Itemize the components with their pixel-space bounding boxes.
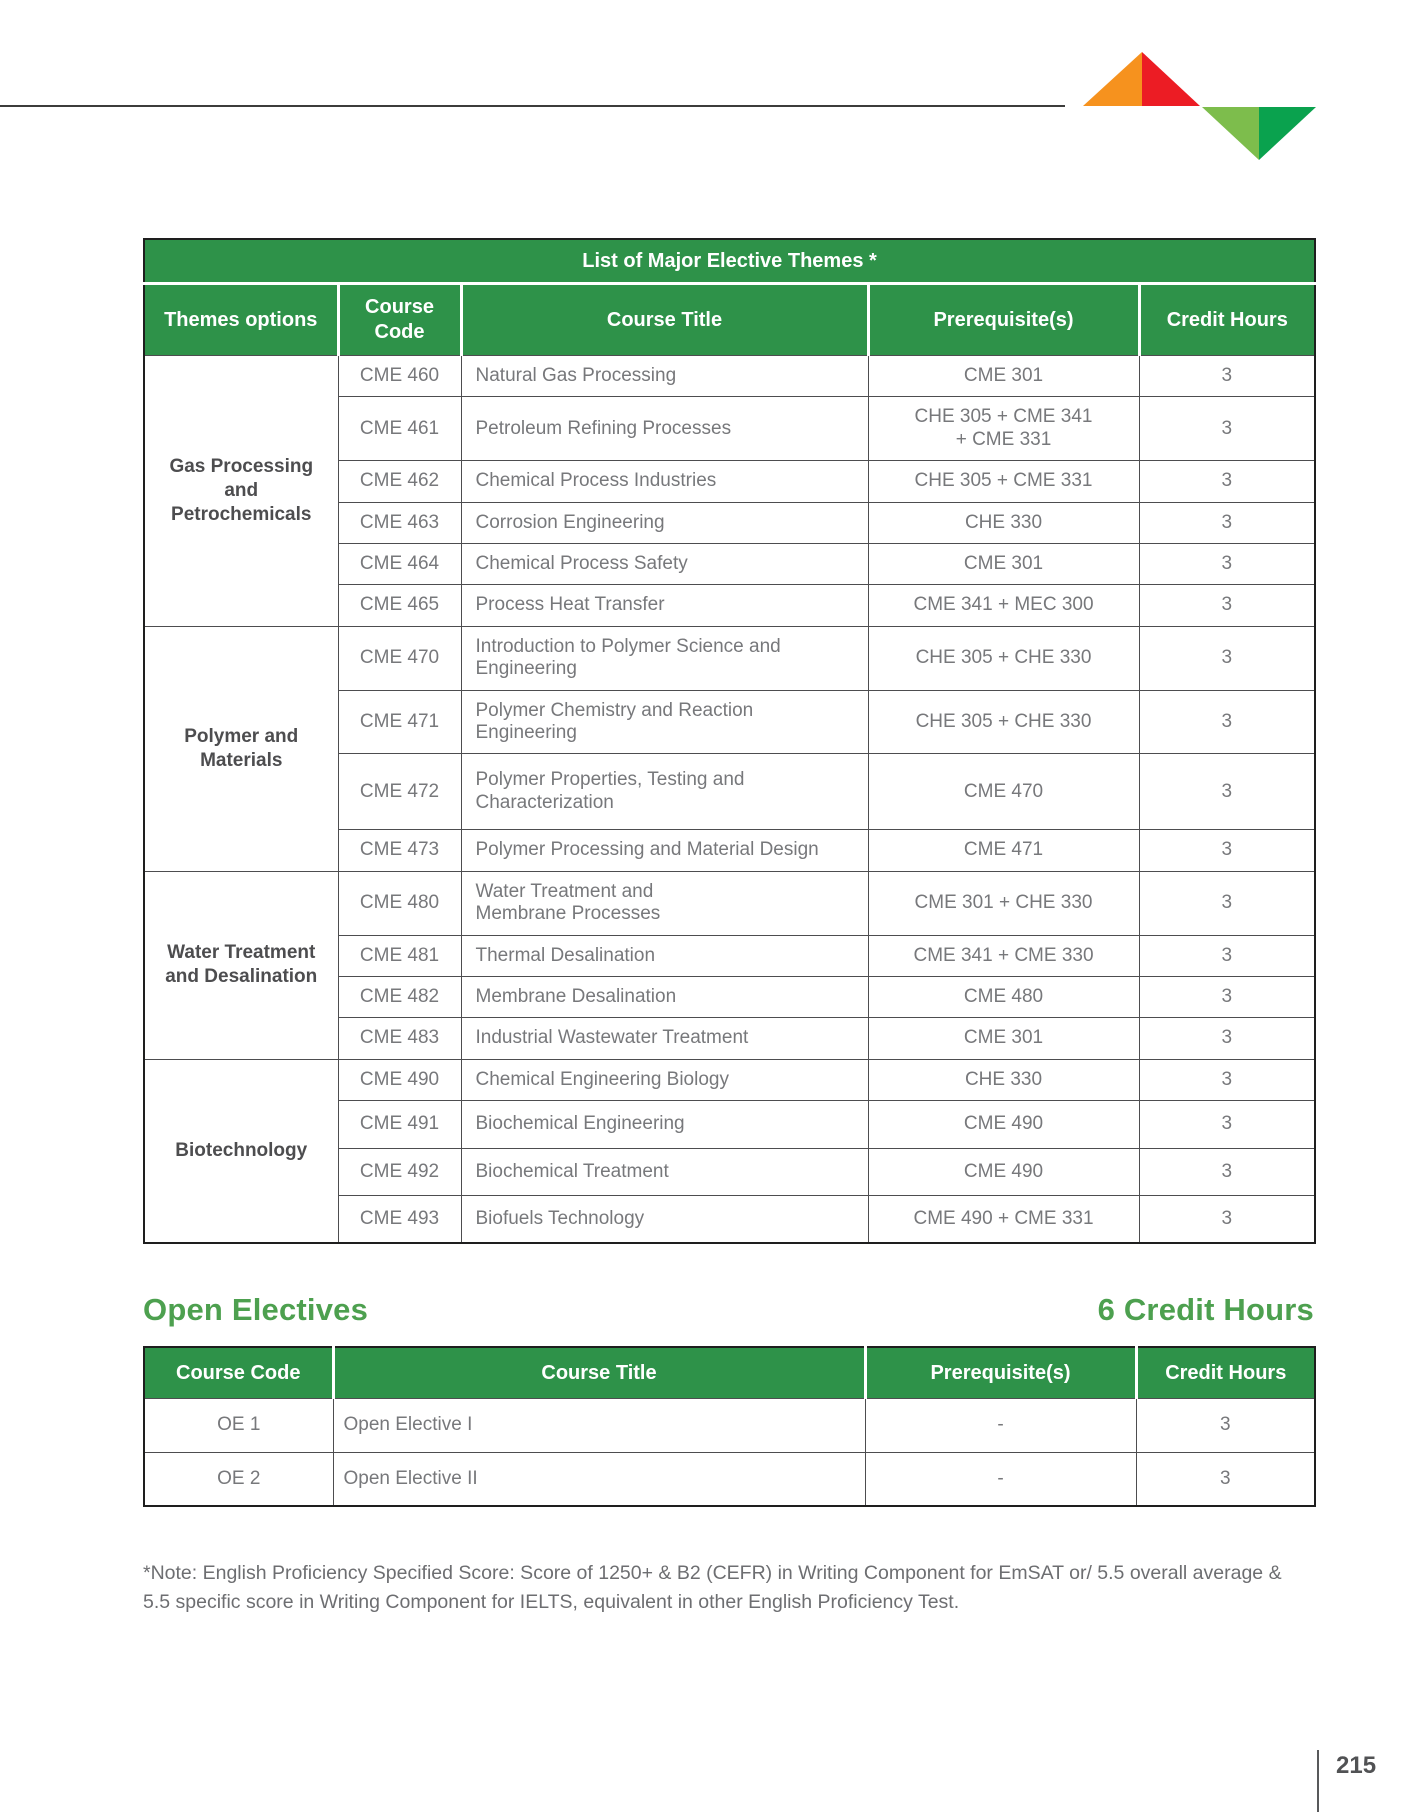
course-title: Biochemical Treatment: [461, 1148, 868, 1195]
course-title: Chemical Process Safety: [461, 544, 868, 585]
theme-name: Polymer and Materials: [144, 626, 338, 871]
table-row: [144, 1399, 1315, 1452]
course-prerequisite: CME 471: [868, 830, 1139, 871]
course-code: CME 480: [338, 871, 461, 935]
column-header-prerequisites: Prerequisite(s): [865, 1347, 1136, 1399]
course-prerequisite: CME 301: [868, 544, 1139, 585]
theme-name: Gas Processing and Petrochemicals: [144, 356, 338, 627]
page-number: 215: [1336, 1752, 1377, 1779]
course-title: Biochemical Engineering: [461, 1101, 868, 1148]
course-credit-hours: 3: [1139, 1195, 1315, 1243]
table-row: [144, 1452, 1315, 1506]
course-prerequisite: CME 301: [868, 1018, 1139, 1059]
course-code: CME 462: [338, 461, 461, 502]
course-prerequisite: CME 490 + CME 331: [868, 1195, 1139, 1243]
table-row: [144, 1059, 1315, 1100]
course-prerequisite: -: [865, 1452, 1136, 1506]
course-title: Open Elective I: [333, 1399, 865, 1452]
course-code: CME 464: [338, 544, 461, 585]
english-proficiency-note: *Note: English Proficiency Specified Score: Score of 1250+ & B2 (CEFR) in Writing Component for EmSAT or/ 5.5 overall average & 5.5 specific score in Writing Component for IELTS, equivalent in other English Proficiency Test.: [143, 1562, 1282, 1614]
course-credit-hours: 3: [1139, 1148, 1315, 1195]
course-title: Polymer Properties, Testing and Characterization: [461, 754, 868, 830]
course-prerequisite: CME 490: [868, 1148, 1139, 1195]
header-rule: [0, 105, 1065, 107]
course-code: CME 472: [338, 754, 461, 830]
course-credit-hours: 3: [1139, 544, 1315, 585]
course-code: CME 473: [338, 830, 461, 871]
column-header-credit-hours: Credit Hours: [1136, 1347, 1315, 1399]
course-code: CME 492: [338, 1148, 461, 1195]
course-code: CME 463: [338, 502, 461, 543]
course-prerequisite: CHE 305 + CME 331: [868, 461, 1139, 502]
course-credit-hours: 3: [1139, 397, 1315, 461]
theme-section-water-treatment: [144, 871, 1315, 1059]
open-electives-credit-hours-heading: 6 Credit Hours: [1097, 1292, 1314, 1328]
table-title: List of Major Elective Themes *: [144, 239, 1315, 284]
column-header-course-title: Course Title: [333, 1347, 865, 1399]
course-credit-hours: 3: [1139, 935, 1315, 976]
course-credit-hours: 3: [1139, 1018, 1315, 1059]
course-credit-hours: 3: [1139, 830, 1315, 871]
open-electives-heading-row: [143, 1292, 1314, 1328]
course-prerequisite: CHE 305 + CHE 330: [868, 690, 1139, 754]
footer-rule: [1317, 1750, 1319, 1812]
course-title: Corrosion Engineering: [461, 502, 868, 543]
theme-section-gas-processing: [144, 356, 1315, 627]
theme-name: Biotechnology: [144, 1059, 338, 1243]
course-credit-hours: 3: [1136, 1399, 1315, 1452]
course-title: Introduction to Polymer Science and Engineering: [461, 626, 868, 690]
course-title: Membrane Desalination: [461, 976, 868, 1017]
course-title: Thermal Desalination: [461, 935, 868, 976]
column-header-course-title: Course Title: [461, 284, 868, 356]
course-code: CME 471: [338, 690, 461, 754]
course-prerequisite: CHE 305 + CME 341 + CME 331: [868, 397, 1139, 461]
course-credit-hours: 3: [1139, 626, 1315, 690]
course-credit-hours: 3: [1136, 1452, 1315, 1506]
column-header-course-code: Course Code: [338, 284, 461, 356]
course-credit-hours: 3: [1139, 1059, 1315, 1100]
course-prerequisite: CME 301: [868, 356, 1139, 397]
column-header-course-code: Course Code: [144, 1347, 333, 1399]
course-prerequisite: CME 480: [868, 976, 1139, 1017]
course-prerequisite: CME 341 + MEC 300: [868, 585, 1139, 626]
theme-name: Water Treatment and Desalination: [144, 871, 338, 1059]
course-credit-hours: 3: [1139, 976, 1315, 1017]
table-row: [144, 626, 1315, 690]
university-logo-icon: [1083, 50, 1316, 160]
course-code: CME 465: [338, 585, 461, 626]
course-credit-hours: 3: [1139, 585, 1315, 626]
course-title: Water Treatment and Membrane Processes: [461, 871, 868, 935]
open-electives-heading: Open Electives: [143, 1292, 369, 1328]
course-prerequisite: CME 470: [868, 754, 1139, 830]
course-code: CME 470: [338, 626, 461, 690]
course-code: CME 482: [338, 976, 461, 1017]
column-header-themes-options: Themes options: [144, 284, 338, 356]
page-content: [143, 238, 1314, 1637]
course-credit-hours: 3: [1139, 871, 1315, 935]
course-prerequisite: CME 341 + CME 330: [868, 935, 1139, 976]
course-credit-hours: 3: [1139, 754, 1315, 830]
course-code: OE 2: [144, 1452, 333, 1506]
course-prerequisite: CHE 330: [868, 1059, 1139, 1100]
course-title: Process Heat Transfer: [461, 585, 868, 626]
course-code: CME 493: [338, 1195, 461, 1243]
column-header-prerequisites: Prerequisite(s): [868, 284, 1139, 356]
course-prerequisite: CME 490: [868, 1101, 1139, 1148]
course-title: Open Elective II: [333, 1452, 865, 1506]
column-header-credit-hours: Credit Hours: [1139, 284, 1315, 356]
course-prerequisite: CHE 305 + CHE 330: [868, 626, 1139, 690]
course-title: Petroleum Refining Processes: [461, 397, 868, 461]
course-title: Biofuels Technology: [461, 1195, 868, 1243]
theme-section-polymer-materials: [144, 626, 1315, 871]
course-code: OE 1: [144, 1399, 333, 1452]
course-code: CME 483: [338, 1018, 461, 1059]
course-credit-hours: 3: [1139, 1101, 1315, 1148]
course-title: Industrial Wastewater Treatment: [461, 1018, 868, 1059]
course-title: Polymer Chemistry and Reaction Engineering: [461, 690, 868, 754]
course-code: CME 481: [338, 935, 461, 976]
course-credit-hours: 3: [1139, 356, 1315, 397]
course-title: Chemical Process Industries: [461, 461, 868, 502]
course-title: Natural Gas Processing: [461, 356, 868, 397]
table-row: [144, 356, 1315, 397]
course-prerequisite: CHE 330: [868, 502, 1139, 543]
open-electives-table: [143, 1346, 1316, 1507]
course-prerequisite: -: [865, 1399, 1136, 1452]
course-code: CME 490: [338, 1059, 461, 1100]
course-prerequisite: CME 301 + CHE 330: [868, 871, 1139, 935]
course-credit-hours: 3: [1139, 690, 1315, 754]
table-row: [144, 871, 1315, 935]
course-credit-hours: 3: [1139, 461, 1315, 502]
course-code: CME 491: [338, 1101, 461, 1148]
course-title: Polymer Processing and Material Design: [461, 830, 868, 871]
course-title: Chemical Engineering Biology: [461, 1059, 868, 1100]
course-credit-hours: 3: [1139, 502, 1315, 543]
course-code: CME 461: [338, 397, 461, 461]
major-elective-themes-table: [143, 238, 1316, 1244]
theme-section-biotechnology: [144, 1059, 1315, 1243]
course-code: CME 460: [338, 356, 461, 397]
